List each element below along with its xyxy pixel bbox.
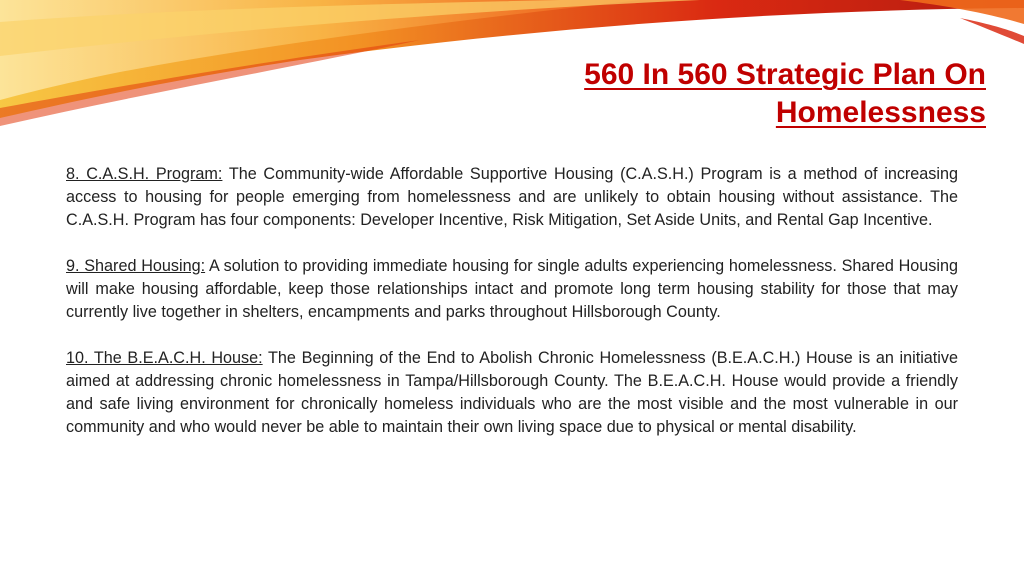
item-text: The Community-wide Affordable Supportive Housing (C.A.S.H.) Program is a method of increasing access to housing for people emerging from homelessness and are unlikely to obtain housing without assistance. The C.A.S.H. Program has four components: Developer Incentive, Risk Mitigation, Set Aside Units, and Rental Gap Incentive. [66, 165, 959, 229]
list-item [66, 347, 958, 439]
item-text: A solution to providing immediate housing for single adults experiencing homelessness. Shared Housing will make housing affordable, keep those relationships intact and promote long term housing stability for those that may currently live together in shelters, encampments and parks throughout Hillsborough County. [66, 257, 958, 321]
item-heading: 8. C.A.S.H. Program: [66, 165, 223, 183]
slide-title: 560 In 560 Strategic Plan On Homelessness [584, 58, 986, 129]
item-text: The Beginning of the End to Abolish Chronic Homelessness (B.E.A.C.H.) House is an initiative aimed at addressing chronic homelessness in Tampa/Hillsborough County. The B.E.A.C.H. House would provide a friendly and safe living environment for chronically homeless individuals who are the most visible and the most vulnerable in our community and who would never be able to maintain their own living space due to physical or mental disability. [66, 349, 958, 436]
list-item [66, 255, 958, 324]
slide-body [66, 163, 958, 462]
item-heading: 10. The B.E.A.C.H. House: [66, 349, 263, 367]
item-heading: 9. Shared Housing: [66, 257, 206, 275]
list-item [66, 163, 958, 232]
